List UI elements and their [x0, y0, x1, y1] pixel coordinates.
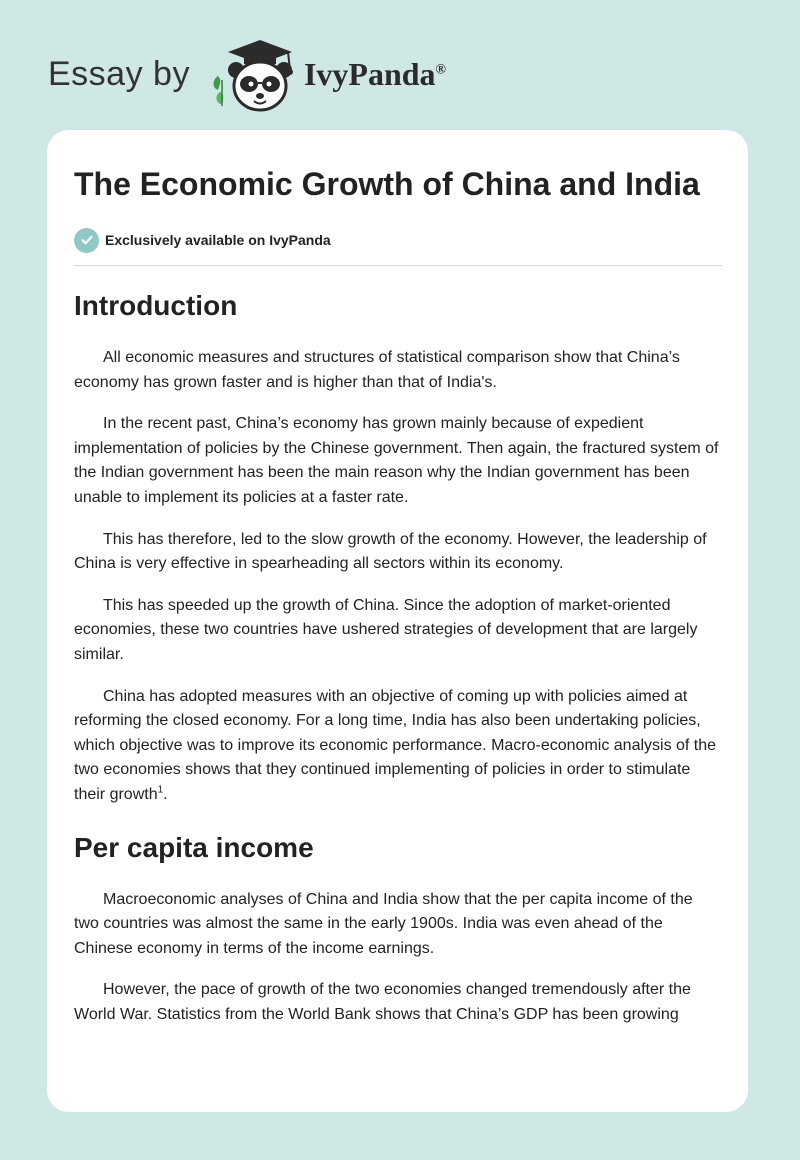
paragraph: Macroeconomic analyses of China and India show that the per capita income of the two countries was almost the same in the early 1900s. India was even ahead of the Chinese economy in terms of the income earnings. — [74, 890, 693, 957]
panda-graduate-logo-icon — [208, 36, 298, 112]
brand-name: IvyPanda® — [303, 55, 447, 92]
paragraph: This has therefore, led to the slow growth of the economy. However, the leadership of China is very effective in spearheading all sectors within its economy. — [74, 530, 707, 573]
brand-prefix: Essay by — [48, 54, 190, 93]
section-heading-per-capita-income: Per capita income — [74, 831, 314, 863]
registered-mark: ® — [435, 61, 447, 77]
paragraph: All economic measures and structures of statistical comparison show that China’s economy has grown faster and is higher than that of India's. — [74, 349, 680, 391]
essay-card — [47, 130, 748, 1112]
essay-title: The Economic Growth of China and India — [74, 166, 700, 202]
title-divider — [74, 265, 722, 266]
section-heading-introduction: Introduction — [74, 290, 238, 321]
paragraph: This has speeded up the growth of China. Since the adoption of market-oriented economies, these two countries have ushered strategies of development that are largely similar. — [74, 596, 698, 663]
exclusive-badge-text: Exclusively available on IvyPanda — [105, 232, 331, 248]
paragraph: However, the pace of growth of the two economies changed tremendously after the World War. Statistics from the World Bank shows that China’s GDP has been growing — [74, 981, 691, 1023]
check-circle-icon — [74, 228, 99, 253]
footnote-link[interactable]: 1 — [157, 784, 164, 796]
exclusive-badge — [74, 227, 721, 253]
brand-header[interactable] — [48, 36, 446, 112]
paragraph — [74, 685, 721, 808]
paragraph-text: China has adopted measures with an objective of coming up with policies aimed at reforming the closed economy. For a long time, India has also been undertaking policies, which objective was to improve its economic performance. Macro-economic analysis of the two economies shows that they continued implementing of policies in order to stimulate their growth — [74, 687, 717, 803]
paragraph: In the recent past, China’s economy has grown mainly because of expedient implementation of policies by the Chinese government. Then again, the fractured system of the Indian government has been the main reason why the Indian government has been unable to implement its policies at a faster rate. — [74, 415, 719, 506]
paragraph-tail: . — [163, 785, 168, 803]
